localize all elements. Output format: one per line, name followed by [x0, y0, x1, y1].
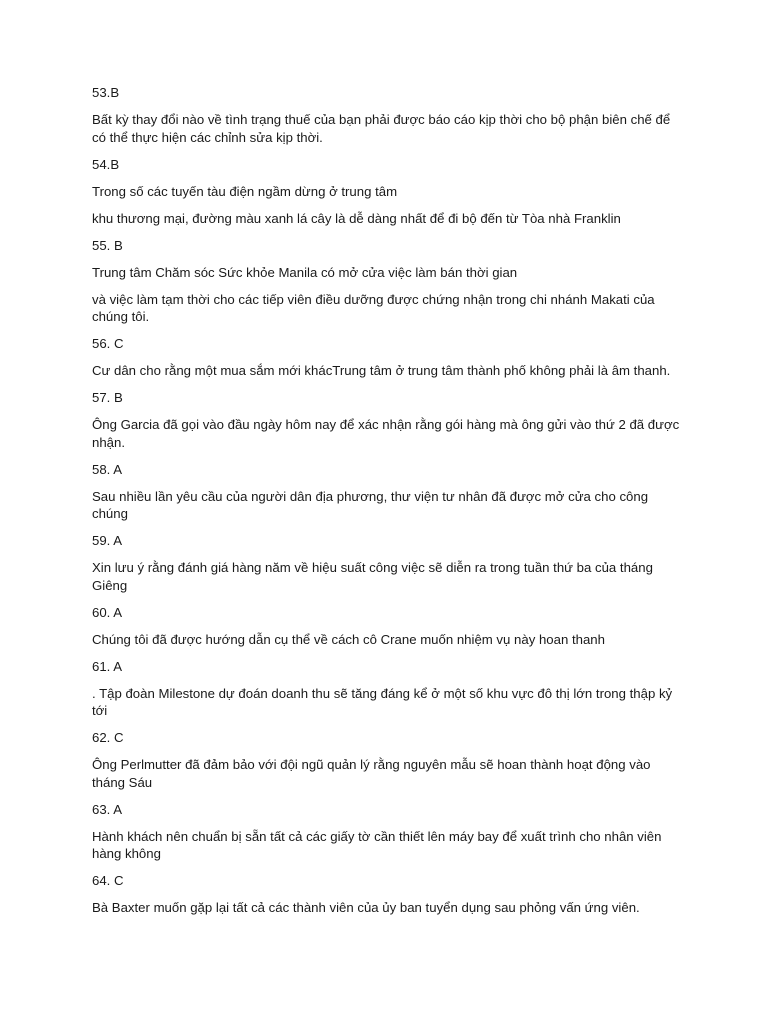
answer-text: Trong số các tuyến tàu điện ngầm dừng ở trung tâm [92, 183, 398, 199]
answer-text: Sau nhiều lần yêu cầu của người dân địa phương, thư viện tư nhân đã được mở cửa cho công chúng [92, 488, 649, 521]
answer-number: 59. A [92, 533, 123, 548]
answer-number: 56. C [92, 336, 124, 351]
answer-text: . Tập đoàn Milestone dự đoán doanh thu sẽ tăng đáng kể ở một số khu vực đô thị lớn trong thập kỷ tới [92, 685, 673, 718]
answer-number: 64. C [92, 873, 124, 888]
answer-text: Ông Perlmutter đã đảm bảo với đội ngũ quản lý rằng nguyên mẫu sẽ hoan thành hoạt động vào tháng Sáu [92, 757, 651, 790]
answer-text: Trung tâm Chăm sóc Sức khỏe Manila có mở cửa việc làm bán thời gian [92, 264, 518, 280]
answer-number: 54.B [92, 156, 120, 172]
answer-text: Bất kỳ thay đổi nào về tình trạng thuế của bạn phải được báo cáo kịp thời cho bộ phận biên chế để có thể thực hiện các chỉnh sửa kịp thời. [92, 112, 671, 145]
answer-number: 58. A [92, 461, 123, 477]
answer-text: Ông Garcia đã gọi vào đầu ngày hôm nay để xác nhận rằng gói hàng mà ông gửi vào thứ 2 đã được nhận. [92, 417, 680, 450]
answer-number: 63. A [92, 801, 123, 817]
answer-number: 55. B [92, 237, 123, 253]
answer-text: Cư dân cho rằng một mua sắm mới khácTrung tâm ở trung tâm thành phố không phải là âm thanh. [92, 363, 671, 378]
answer-number: 53.B [92, 85, 120, 100]
answer-text: Hành khách nên chuẩn bị sẵn tất cả các giấy tờ cần thiết lên máy bay để xuất trình cho nhân viên hàng không [92, 828, 662, 861]
answer-number: 57. B [92, 390, 123, 405]
answer-text: và việc làm tạm thời cho các tiếp viên điều dưỡng được chứng nhận trong chi nhánh Makati của chúng tôi. [92, 291, 655, 324]
answer-number: 62. C [92, 730, 124, 745]
answer-text: Xin lưu ý rằng đánh giá hàng năm về hiệu suất công việc sẽ diễn ra trong tuần thứ ba của tháng Giêng [92, 560, 653, 593]
answer-number: 61. A [92, 658, 123, 674]
answer-text: Bà Baxter muốn gặp lại tất cả các thành viên của ủy ban tuyển dụng sau phỏng vấn ứng viên. [92, 900, 640, 915]
answer-text: Chúng tôi đã được hướng dẫn cụ thể về cách cô Crane muốn nhiệm vụ này hoan thanh [92, 631, 605, 647]
answer-number: 60. A [92, 604, 123, 620]
answer-list [92, 84, 682, 926]
answer-text: khu thương mại, đường màu xanh lá cây là dễ dàng nhất để đi bộ đến từ Tòa nhà Franklin [92, 210, 621, 226]
